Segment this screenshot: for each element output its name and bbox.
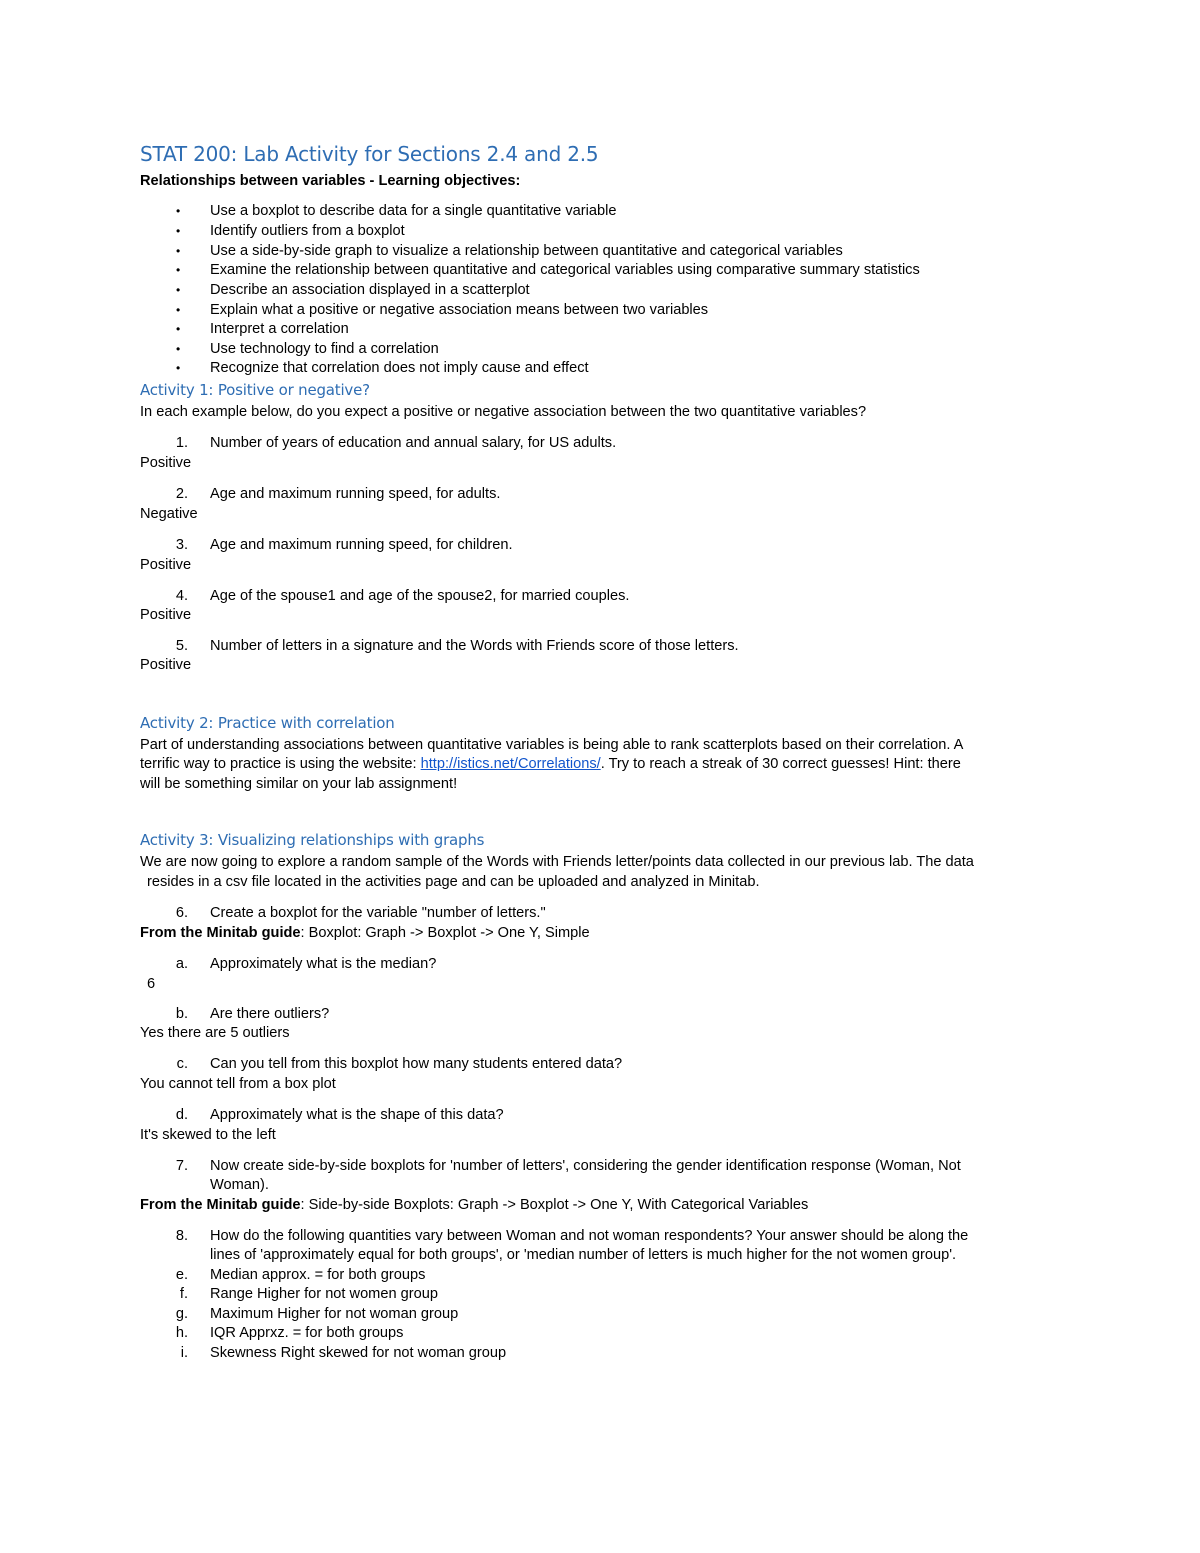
paragraph-text: . Try to reach a streak of 30 correct guesses! Hint: there [600,756,961,772]
bullet-icon: • [176,263,181,277]
minitab-guide-line [140,1196,808,1215]
question-text: Number of letters in a signature and the Words with Friends score of those letters. [210,638,739,654]
activity1-intro: In each example below, do you expect a positive or negative association between the two quantitative variables? [140,404,867,420]
paragraph-text: terrific way to practice is using the website: [140,756,421,772]
question-text: Age and maximum running speed, for adults. [210,486,501,502]
question-text: Approximately what is the median? [210,956,437,972]
activity2-paragraph-line [140,755,961,774]
item-letter: h. [175,1325,188,1341]
answer-text: Negative [140,506,198,522]
question-number: 3. [175,537,188,553]
answer-text: IQR Apprxz. = for both groups [210,1325,404,1341]
bullet-icon: • [176,303,181,317]
question-number: 8. [175,1228,188,1244]
guide-label: From the Minitab guide [140,925,301,941]
question-number: 6. [175,905,188,921]
list-item: Interpret a correlation [210,321,349,337]
answer-text: It's skewed to the left [140,1127,276,1143]
item-letter: i. [180,1345,188,1361]
question-number: d. [175,1107,188,1123]
question-text: lines of 'approximately equal for both groups', or 'median number of letters is much higher for the not women group'. [210,1247,957,1263]
question-text: Approximately what is the shape of this data? [210,1107,504,1123]
guide-text: : Side-by-side Boxplots: Graph -> Boxplot -> One Y, With Categorical Variables [300,1197,809,1213]
question-number: 2. [175,486,188,502]
answer-text: Positive [140,557,192,573]
question-number: 4. [175,588,188,604]
question-number: 7. [175,1158,188,1174]
question-text: Number of years of education and annual salary, for US adults. [210,435,617,451]
answer-text: Range Higher for not women group [210,1286,438,1302]
answer-text: Median approx. = for both groups [210,1267,426,1283]
guide-label: From the Minitab guide [140,1197,301,1213]
minitab-guide-line [140,924,590,943]
question-text: Woman). [210,1177,269,1193]
question-number: a. [175,956,188,972]
list-item: Identify outliers from a boxplot [210,223,405,239]
question-text: How do the following quantities vary between Woman and not woman respondents? Your answer should be along the [210,1228,969,1244]
list-item: Explain what a positive or negative association means between two variables [210,302,709,318]
answer-text: Maximum Higher for not woman group [210,1306,459,1322]
activity3-heading: Activity 3: Visualizing relationships with graphs [140,831,485,849]
bullet-icon: • [176,361,181,375]
list-item: Examine the relationship between quantitative and categorical variables using comparative summary statistics [210,262,920,278]
question-text: Age and maximum running speed, for children. [210,537,513,553]
bullet-icon: • [176,204,181,218]
question-text: Now create side-by-side boxplots for 'number of letters', considering the gender identification response (Woman, Not [210,1158,961,1174]
correlations-link[interactable]: http://istics.net/Correlations/ [420,756,601,772]
item-letter: f. [179,1286,188,1302]
item-letter: e. [175,1267,188,1283]
bullet-icon: • [176,322,181,336]
activity3-intro-line: We are now going to explore a random sample of the Words with Friends letter/points data collected in our previous lab. The data [140,854,974,870]
question-text: Can you tell from this boxplot how many students entered data? [210,1056,623,1072]
question-number: c. [176,1056,188,1072]
question-number: b. [175,1006,188,1022]
list-item: Describe an association displayed in a scatterplot [210,282,530,298]
answer-text: Positive [140,455,192,471]
item-letter: g. [175,1306,188,1322]
answer-text: 6 [147,976,156,992]
question-number: 5. [175,638,188,654]
activity1-heading: Activity 1: Positive or negative? [140,381,370,399]
answer-text: You cannot tell from a box plot [140,1076,336,1092]
activity2-paragraph-line: will be something similar on your lab assignment! [140,776,458,792]
guide-text: : Boxplot: Graph -> Boxplot -> One Y, Simple [300,925,590,941]
list-item: Use technology to find a correlation [210,341,439,357]
activity2-heading: Activity 2: Practice with correlation [140,714,395,732]
answer-text: Positive [140,657,192,673]
bullet-icon: • [176,244,181,258]
question-text: Are there outliers? [210,1006,330,1022]
list-item: Use a boxplot to describe data for a single quantitative variable [210,203,617,219]
objectives-heading: Relationships between variables - Learning objectives: [140,173,521,189]
question-number: 1. [175,435,188,451]
question-text: Age of the spouse1 and age of the spouse2, for married couples. [210,588,630,604]
answer-text: Skewness Right skewed for not woman group [210,1345,507,1361]
answer-text: Positive [140,607,192,623]
question-text: Create a boxplot for the variable "number of letters." [210,905,546,921]
bullet-icon: • [176,224,181,238]
list-item: Recognize that correlation does not imply cause and effect [210,360,589,376]
answer-text: Yes there are 5 outliers [140,1025,290,1041]
bullet-icon: • [176,342,181,356]
list-item: Use a side-by-side graph to visualize a relationship between quantitative and categorical variables [210,243,843,259]
activity2-paragraph-line: Part of understanding associations between quantitative variables is being able to rank scatterplots based on their correlation. A [140,737,964,753]
bullet-icon: • [176,283,181,297]
document-title: STAT 200: Lab Activity for Sections 2.4 and 2.5 [140,142,599,166]
activity3-intro-line: resides in a csv file located in the activities page and can be uploaded and analyzed in Minitab. [147,874,760,890]
